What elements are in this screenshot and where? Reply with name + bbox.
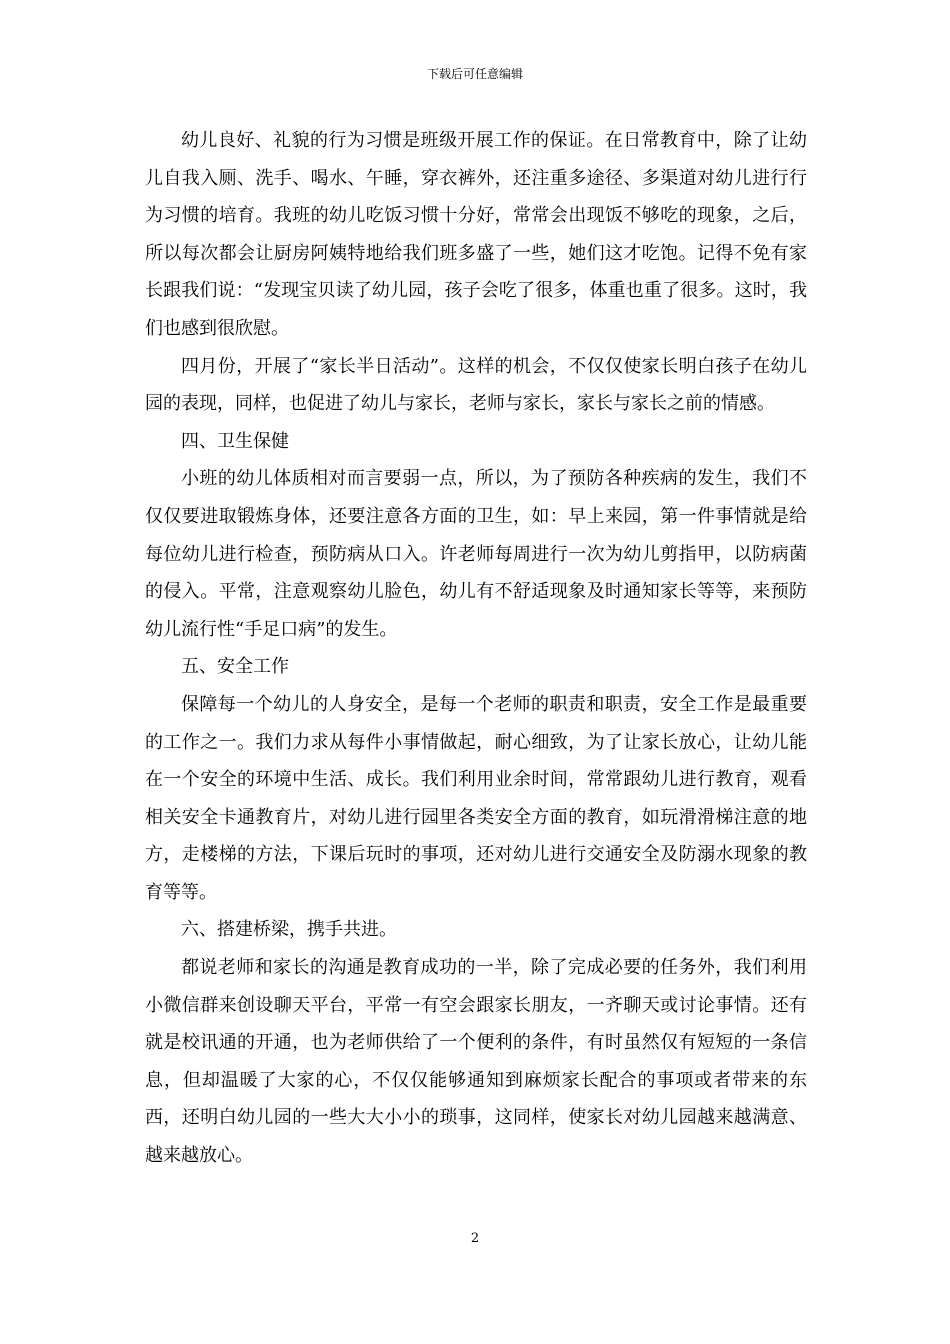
page-number: 2	[470, 1231, 480, 1246]
section-heading-safety: 五、安全工作	[181, 656, 289, 678]
paragraph-parent-activity: 四月份，开展了“家长半日活动”。这样的机会，不仅仅使家长明白孩子在幼儿园的表现，同样，也促进了幼儿与家长，老师与家长，家长与家长之前的情感。	[145, 355, 807, 415]
section-heading-hygiene: 四、卫生保健	[181, 430, 289, 452]
paragraph-hygiene: 小班的幼儿体质相对而言要弱一点，所以，为了预防各种疾病的发生，我们不仅仅要进取锻炼身体，还要注意各方面的卫生，如：早上来园，第一件事情就是给每位幼儿进行检查，预防病从口入。许老师每周进行一次为幼儿剪指甲，以防病菌的侵入。平常，注意观察幼儿脸色，幼儿有不舒适现象及时通知家长等等，来预防幼儿流行性“手足口病”的发生。	[145, 468, 807, 640]
paragraph-safety: 保障每一个幼儿的人身安全，是每一个老师的职责和职责，安全工作是最重要的工作之一。我们力求从每件小事情做起，耐心细致，为了让家长放心，让幼儿能在一个安全的环境中生活、成长。我们利用业余时间，常常跟幼儿进行教育，观看相关安全卡通教育片，对幼儿进行园里各类安全方面的教育，如玩滑滑梯注意的地方，走楼梯的方法，下课后玩时的事项，还对幼儿进行交通安全及防溺水现象的教育等等。	[145, 693, 807, 903]
document-body	[145, 122, 807, 1175]
section-heading-communication: 六、搭建桥梁，携手共进。	[181, 919, 397, 941]
page-header: 下载后可任意编辑	[426, 67, 523, 81]
paragraph-behavior-habits: 幼儿良好、礼貌的行为习惯是班级开展工作的保证。在日常教育中，除了让幼儿自我入厕、洗手、喝水、午睡，穿衣裤外，还注重多途径、多渠道对幼儿进行行为习惯的培育。我班的幼儿吃饭习惯十分好，常常会出现饭不够吃的现象，之后，所以每次都会让厨房阿姨特地给我们班多盛了一些，她们这才吃饱。记得不免有家长跟我们说：“发现宝贝读了幼儿园，孩子会吃了很多，体重也重了很多。这时，我们也感到很欣慰。	[145, 130, 807, 339]
paragraph-communication: 都说老师和家长的沟通是教育成功的一半，除了完成必要的任务外，我们利用小微信群来创设聊天平台，平常一有空会跟家长朋友，一齐聊天或讨论事情。还有就是校讯通的开通，也为老师供给了一个便利的条件，有时虽然仅有短短的一条信息，但却温暖了大家的心，不仅仅能够通知到麻烦家长配合的事项或者带来的东西，还明白幼儿园的一些大大小小的琐事，这同样，使家长对幼儿园越来越满意、越来越放心。	[145, 957, 807, 1167]
